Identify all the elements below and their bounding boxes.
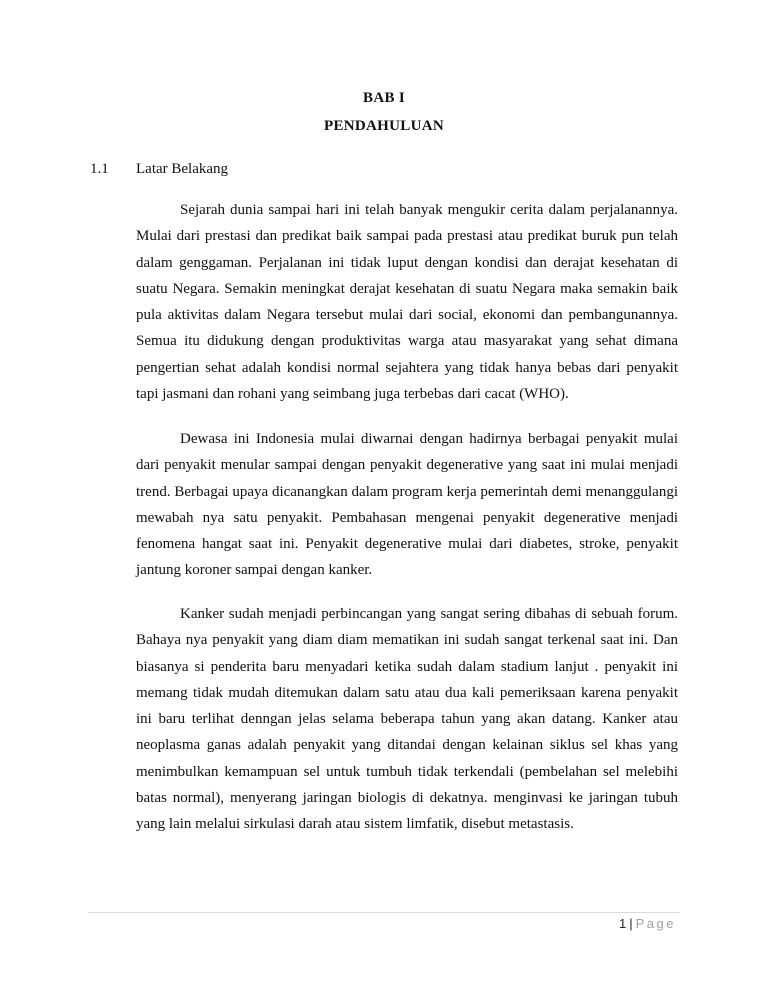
paragraph-2: Dewasa ini Indonesia mulai diwarnai dengan hadirnya berbagai penyakit mulai dari penyakit menular sampai dengan penyakit degenerative yang saat ini mulai menjadi trend. Berbagai upaya dicanangkan dalam program kerja pemerintah demi menanggulangi mewabah nya satu penyakit. Pembahasan mengenai penyakit degenerative menjadi fenomena hangat saat ini. Penyakit degenerative mulai dari diabetes, stroke, penyakit jantung koroner sampai dengan kanker. [136, 431, 678, 579]
paragraph-1: Sejarah dunia sampai hari ini telah banyak mengukir cerita dalam perjalanannya. Mulai dari prestasi dan predikat baik sampai pada prestasi atau predikat buruk pun telah dalam genggaman. Perjalanan ini tidak luput dengan kondisi dan derajat kesehatan di suatu Negara. Semakin meningkat derajat kesehatan di suatu Negara maka semakin baik pula aktivitas dalam Negara tersebut mulai dari social, ekonomi dan pembangunannya. Semua itu didukung dengan produktivitas warga atau masyarakat yang sehat dimana pengertian sehat adalah kondisi normal sejahtera yang tidak hanya bebas dari penyakit tapi jasmani dan rohani yang seimbang juga terbebas dari cacat (WHO). [136, 202, 678, 403]
chapter-title: PENDAHULUAN [324, 118, 444, 134]
section-number: 1.1 [90, 161, 109, 177]
chapter-number: BAB I [363, 90, 405, 106]
page-number: 1 [619, 916, 627, 931]
page-label: Page [635, 916, 676, 931]
section-title: Latar Belakang [136, 161, 229, 177]
footer-separator: | [629, 916, 633, 931]
paragraph-3: Kanker sudah menjadi perbincangan yang sangat sering dibahas di sebuah forum. Bahaya nya penyakit yang diam diam mematikan ini sudah sangat terkenal saat ini. Dan biasanya si penderita baru menyadari ketika sudah dalam stadium lanjut . penyakit ini memang tidak mudah ditemukan dalam satu atau dua kali pemeriksaan karena penyakit ini baru terlihat denngan jelas selama beberapa tahun yang akan datang. Kanker atau neoplasma ganas adalah penyakit yang ditandai dengan kelainan siklus sel khas yang menimbulkan kemampuan sel untuk tumbuh tidak terkendali (pembelahan sel melebihi batas normal), menyerang jaringan biologis di dekatnya. menginvasi ke jaringan tubuh yang lain melalui sirkulasi darah atau sistem limfatik, disebut metastasis. [136, 606, 678, 833]
footer-divider [88, 912, 680, 913]
page-footer [619, 916, 676, 931]
